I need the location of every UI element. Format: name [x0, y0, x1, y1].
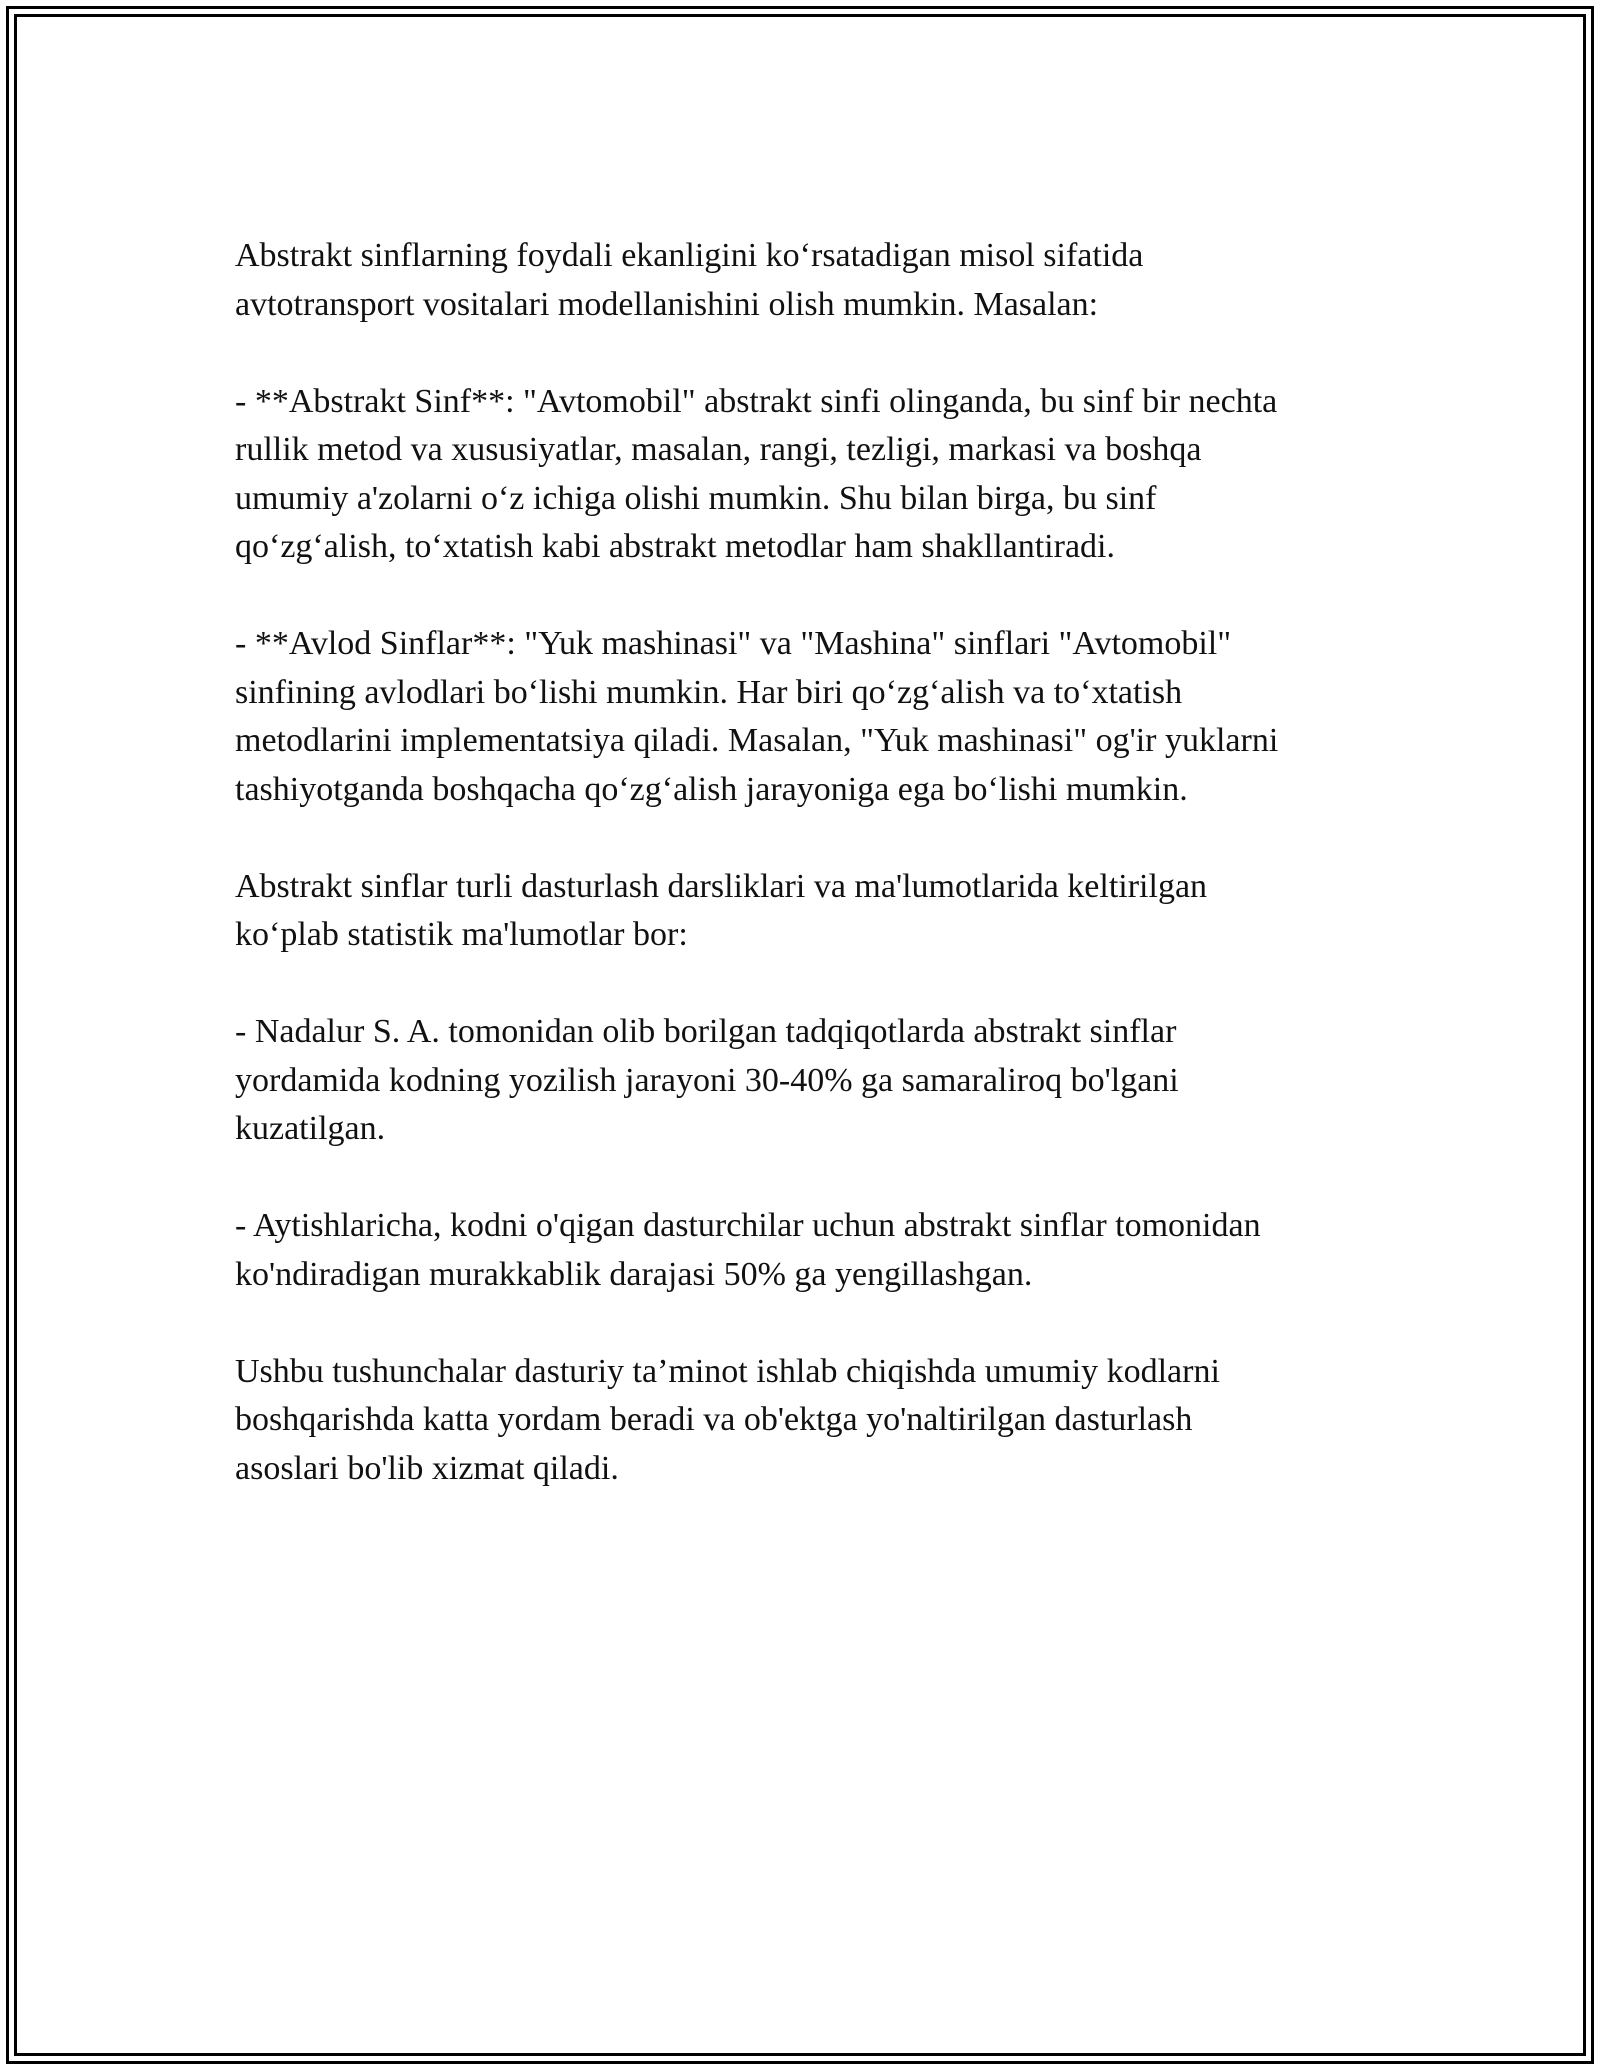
abstract-class-paragraph: - **Abstrakt Sinf**: "Avtomobil" abstrakt sinfi olinganda, bu sinf bir nechta rullik metod va xususiyatlar, masalan, rangi, tezligi, markasi va boshqa umumiy a'zolarni o‘z ichiga olishi mumkin. Shu bilan birga, bu sinf qo‘zg‘alish, to‘xtatish kabi abstrakt metodlar ham shakllantiradi.	[235, 382, 1278, 565]
statistics-intro-paragraph: Abstrakt sinflar turli dasturlash darsliklari va ma'lumotlarida keltirilgan ko‘plab statistik ma'lumotlar bor:	[235, 867, 1208, 953]
conclusion-paragraph: Ushbu tushunchalar dasturiy ta’minot ishlab chiqishda umumiy kodlarni boshqarishda katta yordam beradi va ob'ektga yo'naltirilgan dasturlash asoslari bo'lib xizmat qiladi.	[235, 1352, 1220, 1487]
document-body	[235, 232, 1385, 1542]
intro-paragraph: Abstrakt sinflarning foydali ekanligini ko‘rsatadigan misol sifatida avtotransport vositalari modellanishini olish mumkin. Masalan:	[235, 237, 1144, 323]
derived-classes-paragraph: - **Avlod Sinflar**: "Yuk mashinasi" va "Mashina" sinflari "Avtomobil" sinfining avlodlari bo‘lishi mumkin. Har biri qo‘zg‘alish va to‘xtatish metodlarini implementatsiya qiladi. Masalan, "Yuk mashinasi" og'ir yuklarni tashiyotganda boshqacha qo‘zg‘alish jarayoniga ega bo‘lishi mumkin.	[235, 625, 1279, 808]
research-paragraph: - Nadalur S. A. tomonidan olib borilgan tadqiqotlarda abstrakt sinflar yordamida kodning yozilish jarayoni 30-40% ga samaraliroq bo'lgani kuzatilgan.	[235, 1013, 1179, 1147]
readability-paragraph: - Aytishlaricha, kodni o'qigan dasturchilar uchun abstrakt sinflar tomonidan ko'ndiradigan murakkablik darajasi 50% ga yengillashgan.	[235, 1207, 1261, 1293]
